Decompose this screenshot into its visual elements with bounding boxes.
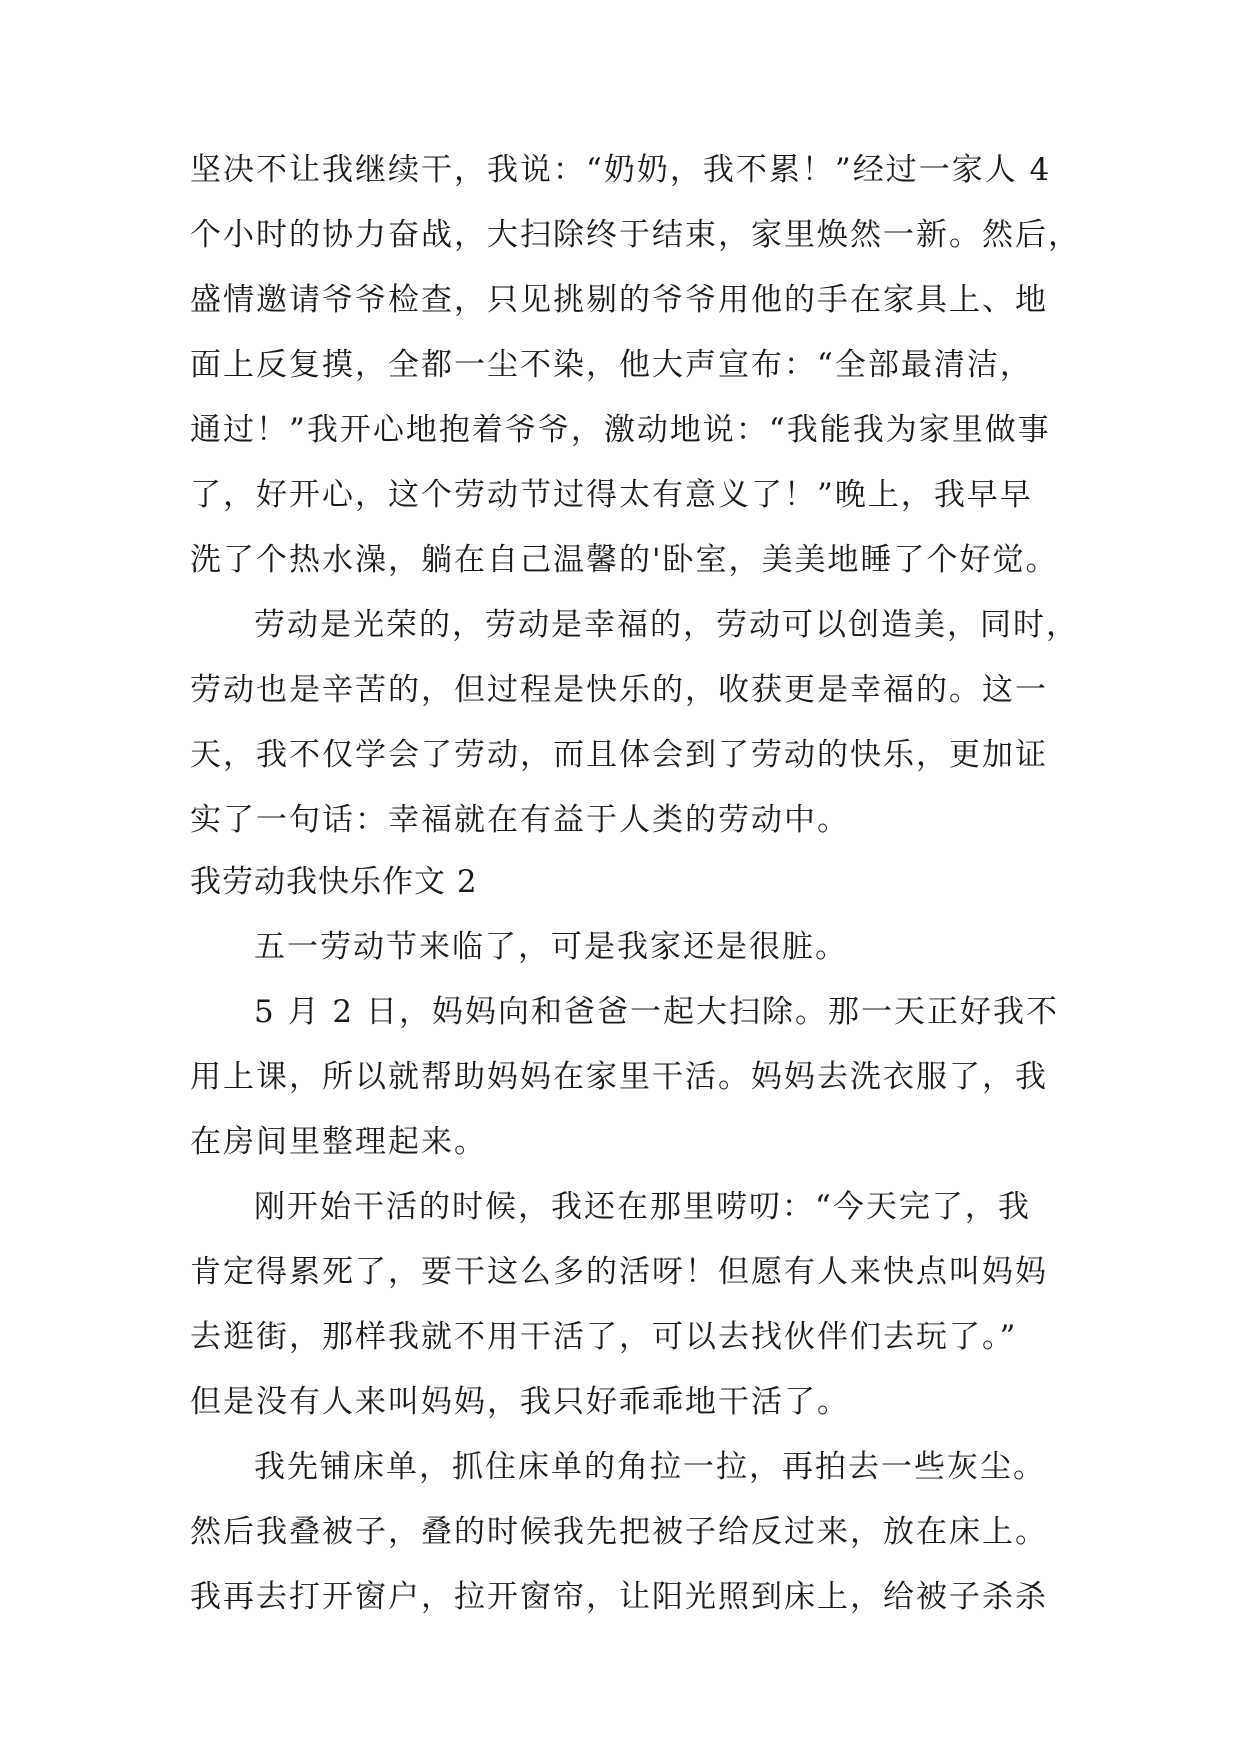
text-line: 但是没有人来叫妈妈，我只好乖乖地干活了。	[190, 1384, 850, 1420]
text-line: 了，好开心，这个劳动节过得太有意义了！”晚上，我早早	[190, 477, 1033, 513]
text-line: 个小时的协力奋战，大扫除终于结束，家里焕然一新。然后，	[190, 217, 1081, 253]
text-line: 坚决不让我继续干，我说：“奶奶，我不累！”经过一家人 4	[190, 152, 1052, 188]
text-line: 五一劳动节来临了，可是我家还是很脏。	[254, 929, 848, 965]
text-line: 然后我叠被子，叠的时候我先把被子给反过来，放在床上。	[190, 1514, 1048, 1550]
text-line: 刚开始干活的时候，我还在那里唠叨：“今天完了，我	[254, 1189, 1031, 1225]
paragraph-bedmaking	[190, 1435, 1070, 1630]
text-line: 实了一句话：幸福就在有益于人类的劳动中。	[190, 802, 850, 838]
text-line: 盛情邀请爷爷检查，只见挑剔的爷爷用他的手在家具上、地	[190, 282, 1048, 318]
top-text-block	[190, 138, 1081, 853]
section-heading: 我劳动我快乐作文 2	[190, 864, 478, 900]
paragraph-complaint	[190, 1175, 1070, 1435]
text-line: 劳动也是辛苦的，但过程是快乐的，收获更是幸福的。这一	[190, 672, 1048, 708]
paragraph-intro	[190, 915, 1070, 980]
text-line: 我先铺床单，抓住床单的角拉一拉，再拍去一些灰尘。	[254, 1449, 1046, 1485]
text-line: 面上反复摸，全都一尘不染，他大声宣布：“全部最清洁，	[190, 347, 1033, 383]
text-line: 劳动是光荣的，劳动是幸福的，劳动可以创造美，同时，	[254, 607, 1079, 643]
bottom-text-block	[190, 915, 1070, 1630]
text-line: 肯定得累死了，要干这么多的活呀！但愿有人来快点叫妈妈	[190, 1254, 1048, 1290]
text-line: 在房间里整理起来。	[190, 1124, 487, 1160]
text-line: 通过！”我开心地抱着爷爷，激动地说：“我能我为家里做事	[190, 412, 1051, 448]
text-line: 我再去打开窗户，拉开窗帘，让阳光照到床上，给被子杀杀	[190, 1579, 1048, 1615]
text-line: 天，我不仅学会了劳动，而且体会到了劳动的快乐，更加证	[190, 737, 1048, 773]
text-line: 5 月 2 日，妈妈向和爸爸一起大扫除。那一天正好我不	[254, 994, 1060, 1030]
paragraph-continuation	[190, 138, 1081, 593]
paragraph-conclusion	[190, 593, 1079, 853]
text-line: 去逛街，那样我就不用干活了，可以去找伙伴们去玩了。”	[190, 1319, 1018, 1355]
text-line: 洗了个热水澡，躺在自己温馨的'卧室，美美地睡了个好觉。	[190, 542, 1059, 578]
text-line: 用上课，所以就帮助妈妈在家里干活。妈妈去洗衣服了，我	[190, 1059, 1048, 1095]
paragraph-may-second	[190, 980, 1070, 1175]
